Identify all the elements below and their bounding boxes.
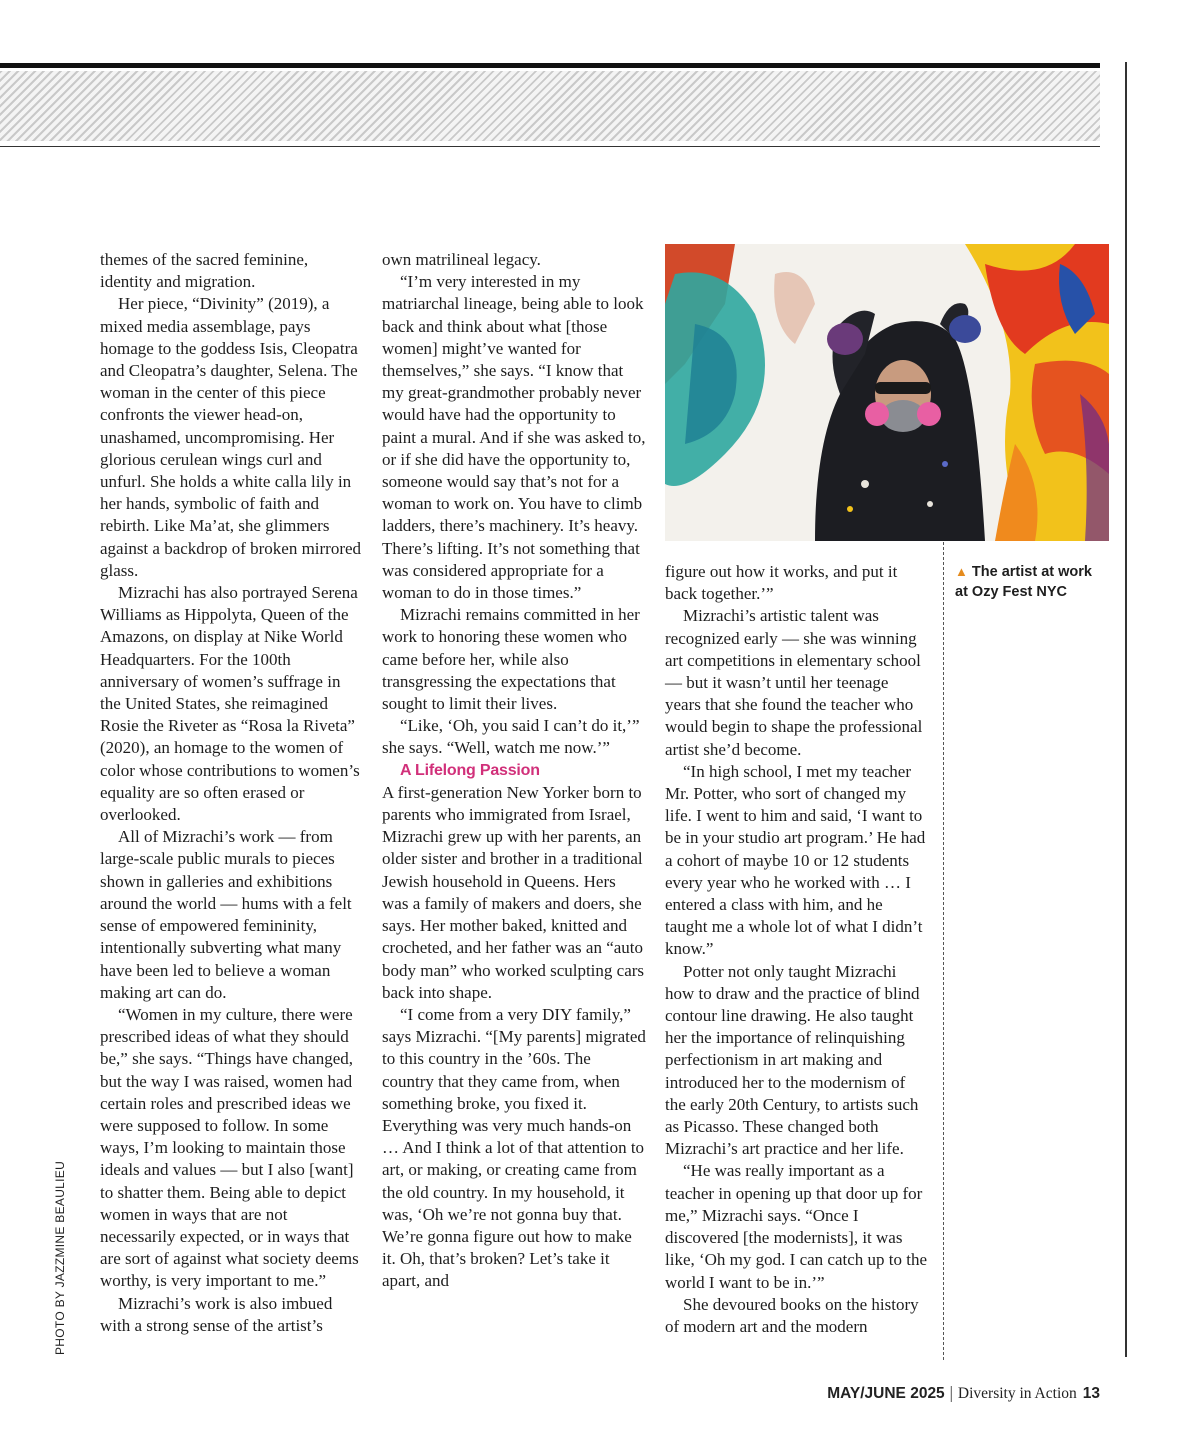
top-rule-thick: [0, 63, 1100, 68]
caption-divider: [943, 542, 944, 1360]
header-stripe-band: [0, 71, 1100, 141]
page-number: 13: [1082, 1385, 1100, 1402]
article-column-1: [100, 249, 362, 1337]
paragraph: Mizrachi has also portrayed Serena Williams as Hippolyta, Queen of the Amazons, on display at Nike World Headquarters. For the 100th anniversary of women’s suffrage in the United States, she reimagined Rosie the Riveter as “Rosa la Riveta” (2020), an homage to the women of color whose contributions to women’s equality are so often erased or overlooked.: [100, 583, 360, 825]
paragraph: Mizrachi’s work is also imbued with a strong sense of the artist’s: [100, 1293, 333, 1335]
photo-credit: PHOTO BY JAZZMINE BEAULIEU: [53, 1160, 67, 1355]
paragraph: Potter not only taught Mizrachi how to draw and the practice of blind contour line drawing. He also taught her the importance of relinquishing perfectionism in art making and introduced her to the modernism of the early 20th Century, to artists such as Picasso. These changed both Mizrachi’s art practice and her life.: [665, 961, 920, 1159]
page-footer: [827, 1384, 1100, 1403]
paragraph: “Women in my culture, there were prescribed ideas of what they should be,” she says. “Things have changed, but the way I was raised, women had certain roles and prescribed ideas we were supposed to follow. In some ways, I’m looking to maintain those ideals and values — but I also [want] to shatter them. Being able to depict women in ways that are not necessarily expected, or in ways that are sort of against what society deems worthy, is very important to me.”: [100, 1004, 359, 1291]
photo-illustration: [665, 244, 1109, 541]
header-rule-thin: [0, 146, 1100, 147]
paragraph: All of Mizrachi’s work — from large-scale public murals to pieces shown in galleries and exhibitions around the world — hums with a felt sense of empowered femininity, intentionally subverting what many have been led to believe a woman making art can do.: [100, 827, 352, 1002]
article-column-3: [665, 561, 927, 1338]
section-subhead: A Lifelong Passion: [400, 761, 540, 779]
triangle-up-icon: ▲: [955, 564, 968, 579]
paragraph: Mizrachi’s artistic talent was recognized early — she was winning art competitions in elementary school — but it wasn’t until her teenage years that she found the teacher who would begin to shape the professional artist she’d become.: [665, 606, 923, 759]
footer-separator: |: [948, 1384, 954, 1402]
paragraph: “Like, ‘Oh, you said I can’t do it,’” she says. “Well, watch me now.’”: [382, 716, 640, 758]
page-edge-rule: [1125, 62, 1127, 1357]
paragraph: “I’m very interested in my matriarchal lineage, being able to look back and think about what [those women] might’ve wanted for themselves,” she says. “I know that my great-grandmother probably never would have had the opportunity to paint a mural. And if she was asked to, or if she did have the opportunity to, someone would say that’s not for a woman to work on. You have to climb ladders, there’s machinery. It’s heavy. There’s lifting. It’s not something that was considered appropriate for a woman to do in those times.”: [382, 272, 646, 603]
artist-at-work-photo: [665, 244, 1109, 541]
paragraph: figure out how it works, and put it back together.’”: [665, 562, 898, 604]
paragraph: Her piece, “Divinity” (2019), a mixed media assemblage, pays homage to the goddess Isis, Cleopatra and Cleopatra’s daughter, Selena. The woman in the center of this piece confronts the viewer head-on, unashamed, uncompromising. Her glorious cerulean wings curl and unfurl. She holds a white calla lily in her hands, symbolic of faith and rebirth. Like Ma’at, she glimmers against a backdrop of broken mirrored glass.: [100, 294, 362, 580]
paragraph: She devoured books on the history of modern art and the modern: [665, 1294, 919, 1336]
paragraph: themes of the sacred feminine, identity and migration.: [100, 250, 309, 292]
paragraph: “He was really important as a teacher in opening up that door up for me,” Mizrachi says. “Once I discovered [the modernists], it was like, ‘Oh my god. I can catch up to the world I want to be in.’”: [665, 1161, 928, 1292]
paragraph: A first-generation New Yorker born to parents who immigrated from Israel, Mizrachi grew up with her parents, an older sister and brother in a traditional Jewish household in Queens. Hers was a family of makers and doers, she says. Her mother baked, knitted and crocheted, and her father was an “auto body man” who worked sculpting cars back into shape.: [382, 782, 645, 1002]
paragraph: “In high school, I met my teacher Mr. Potter, who sort of changed my life. I went to him and said, ‘I want to be in your studio art program.’ He had a cohort of maybe 10 or 12 students every year who he worked with … I entered a class with him, and he taught me a whole lot of what I didn’t know.”: [665, 761, 926, 959]
caption-text: The artist at work at Ozy Fest NYC: [955, 564, 1092, 600]
magazine-name: Diversity in Action: [957, 1385, 1077, 1402]
photo-caption: [955, 562, 1105, 602]
paragraph: Mizrachi remains committed in her work to honoring these women who came before her, while also transgressing the expectations that sought to limit their lives.: [382, 605, 640, 714]
paragraph: own matrilineal legacy.: [382, 250, 541, 269]
paragraph: “I come from a very DIY family,” says Mizrachi. “[My parents] migrated to this country in the ’60s. The country that they came from, when something broke, you fixed it. Everything was very much hands-on … And I think a lot of that attention to art, or making, or creating came from the old country. In my household, it was, ‘Oh we’re not gonna buy that. We’re gonna figure out how to make it. Oh, that’s broken? Let’s take it apart, and: [382, 1004, 646, 1291]
article-column-2: [382, 249, 646, 1293]
issue-date: MAY/JUNE 2025: [827, 1385, 945, 1402]
